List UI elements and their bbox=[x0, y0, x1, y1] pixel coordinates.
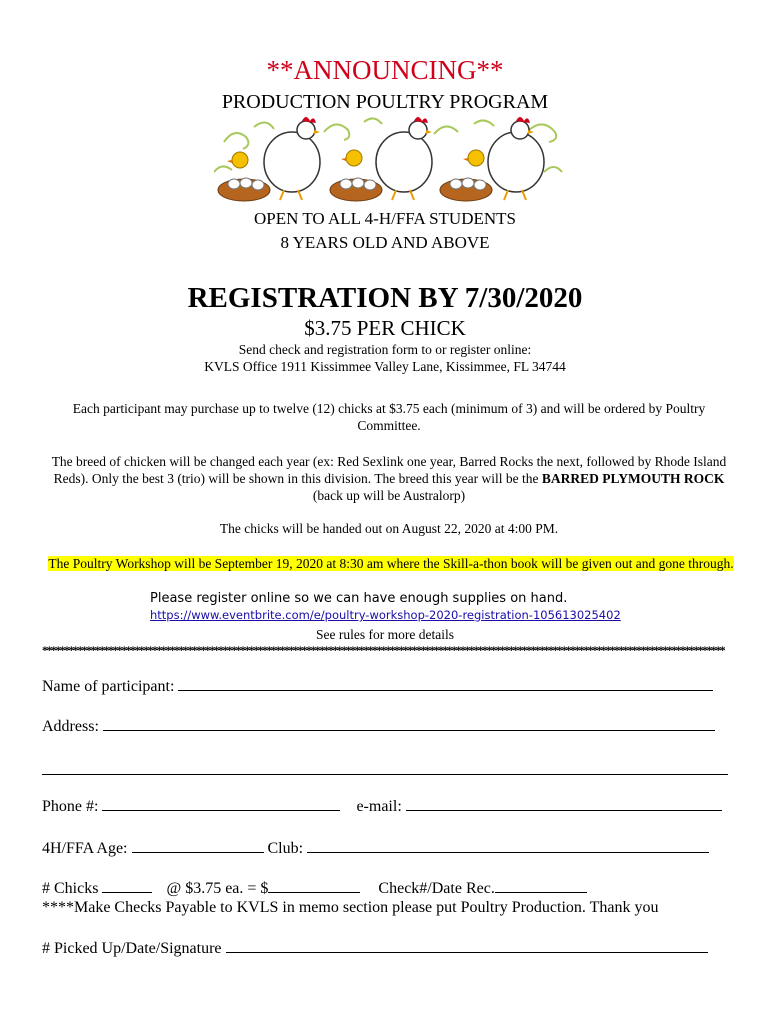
name-label: Name of participant: bbox=[42, 678, 175, 695]
chicks-label: # Chicks bbox=[42, 880, 99, 897]
chicks-count-field[interactable] bbox=[102, 878, 152, 893]
payable-note: ****Make Checks Payable to KVLS in memo section please put Poultry Production. Thank you bbox=[42, 899, 659, 916]
total-field[interactable] bbox=[268, 878, 360, 893]
pickup-label: # Picked Up/Date/Signature bbox=[42, 940, 222, 957]
address-label: Address: bbox=[42, 718, 99, 735]
program-title: PRODUCTION POULTRY PROGRAM bbox=[221, 91, 549, 113]
workshop-notice bbox=[44, 555, 738, 573]
send-instructions: Send check and registration form to or register online: bbox=[238, 342, 532, 357]
registration-deadline: REGISTRATION BY 7/30/2020 bbox=[187, 282, 583, 314]
workshop-highlight: The Poultry Workshop will be September 19, 2020 at 8:30 am where the Skill-a-thon book will be given out and gone through. bbox=[48, 556, 734, 571]
address-field[interactable] bbox=[103, 716, 715, 731]
hen-icon bbox=[264, 117, 320, 200]
check-date-field[interactable] bbox=[495, 878, 587, 893]
breed-name: BARRED PLYMOUTH ROCK bbox=[541, 471, 725, 486]
check-label: Check#/Date Rec. bbox=[378, 880, 495, 897]
phone-label: Phone #: bbox=[42, 798, 99, 815]
club-field[interactable] bbox=[307, 838, 709, 853]
age-label: 4H/FFA Age: bbox=[42, 840, 128, 857]
address-field-row bbox=[42, 716, 715, 737]
eligibility-line-2: 8 YEARS OLD AND ABOVE bbox=[280, 233, 490, 252]
price-equation: @ $3.75 ea. = $ bbox=[166, 880, 269, 897]
backup-breed: (back up will be Australorp) bbox=[312, 488, 466, 503]
announcing-heading: **ANNOUNCING** bbox=[266, 55, 504, 85]
club-label: Club: bbox=[267, 840, 304, 857]
name-field-row bbox=[42, 676, 713, 697]
age-club-row bbox=[42, 838, 709, 859]
see-rules: See rules for more details bbox=[316, 627, 454, 642]
phone-field[interactable] bbox=[102, 796, 340, 811]
eventbrite-link[interactable]: https://www.eventbrite.com/e/poultry-workshop-2020-registration-105613025402 bbox=[150, 608, 621, 622]
breed-paragraph bbox=[44, 453, 734, 504]
pickup-row bbox=[42, 938, 708, 959]
email-field[interactable] bbox=[406, 796, 722, 811]
eligibility-line-1: OPEN TO ALL 4-H/FFA STUDENTS bbox=[254, 209, 516, 228]
price-per-chick: $3.75 PER CHICK bbox=[304, 316, 466, 340]
pickup-signature-field[interactable] bbox=[226, 938, 708, 953]
name-field[interactable] bbox=[178, 676, 713, 691]
contact-row bbox=[42, 796, 722, 817]
star-divider: *********************************************************************************************************************************************************** bbox=[42, 645, 725, 655]
address-line-2-field[interactable] bbox=[42, 760, 728, 775]
email-label: e-mail: bbox=[356, 798, 402, 815]
age-field[interactable] bbox=[132, 838, 264, 853]
chicks-row bbox=[42, 878, 587, 899]
chickens-illustration bbox=[214, 112, 564, 207]
handout-date: The chicks will be handed out on August 22, 2020 at 4:00 PM. bbox=[219, 521, 559, 536]
address-line-2-row bbox=[42, 760, 728, 781]
register-online-note: Please register online so we can have enough supplies on hand. bbox=[150, 591, 568, 606]
breed-text: The breed of chicken will be changed each year (ex: Red Sexlink one year, Barred Rocks the next, followed by Rhode Island Reds). Only the best 3 (trio) will be shown in this division. The breed this year will be the bbox=[51, 454, 727, 486]
office-address: KVLS Office 1911 Kissimmee Valley Lane, Kissimmee, FL 34744 bbox=[204, 359, 566, 374]
purchase-paragraph: Each participant may purchase up to twelve (12) chicks at $3.75 each (minimum of 3) and will be ordered by Poultry Committee. bbox=[72, 401, 706, 433]
